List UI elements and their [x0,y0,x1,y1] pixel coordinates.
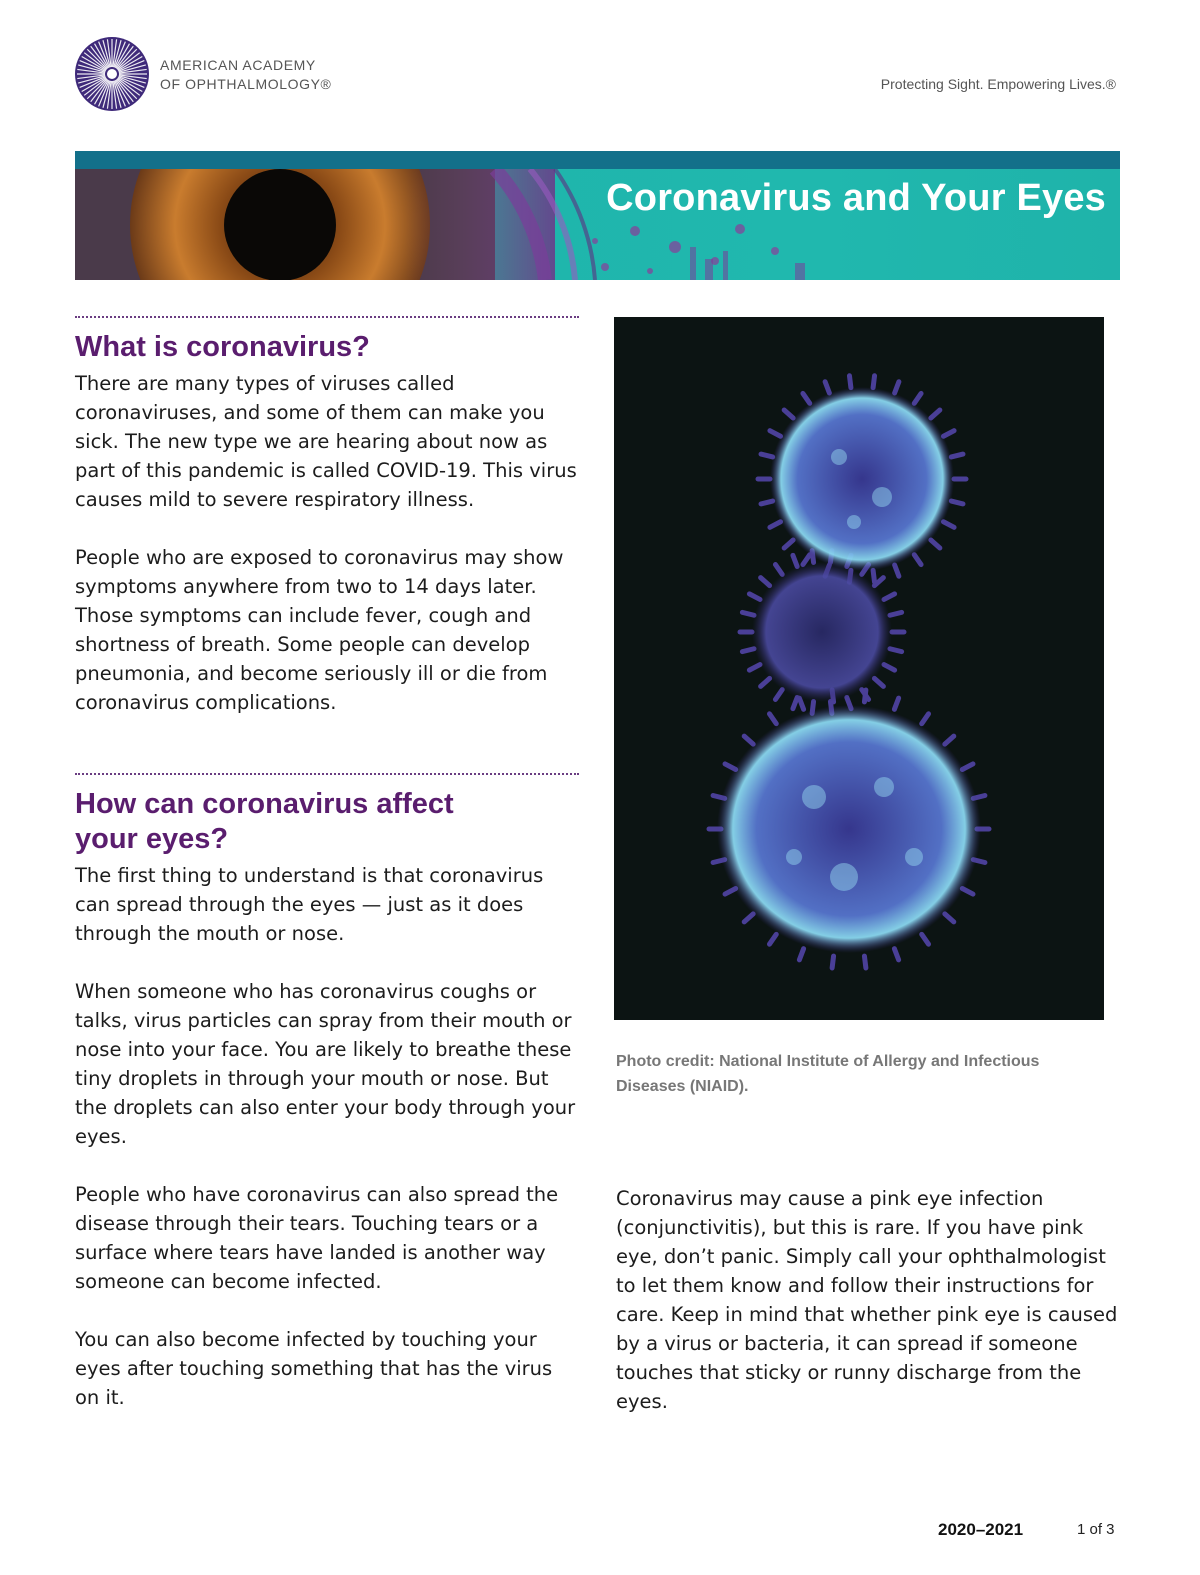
photo-credit: Photo credit: National Institute of Allergy and Infectious Diseases (NIAID). [616,1053,1040,1095]
page-title: Coronavirus and Your Eyes [606,177,1106,219]
coronavirus-micrograph [614,317,1104,1020]
paragraph: When someone who has coronavirus coughs or talks, virus particles can spray from their mouth or nose into your face. You are likely to breathe these tiny droplets in through your mouth or nose. But the droplets can also enter your body through your eyes. [75,980,576,1148]
organization-name [160,56,331,94]
paragraph: People who have coronavirus can also spread the disease through their tears. Touching tears or a surface where tears have landed is another way someone can become infected. [75,1183,559,1293]
paragraph: The first thing to understand is that coronavirus can spread through the eyes — just as it does through the mouth or nose. [75,864,544,945]
left-column [75,316,579,1412]
section-heading-affect-eyes: How can coronavirus affect your eyes? [75,788,454,855]
paragraph: There are many types of viruses called coronaviruses, and some of them can make you sick. The new type we are hearing about now as part of this pandemic is called COVID-19. This virus causes mild to severe respiratory illness. [75,372,577,511]
sunburst-logo-icon [74,36,150,112]
paragraph: You can also become infected by touching your eyes after touching something that has the virus on it. [75,1328,553,1409]
section-divider [75,773,579,775]
paragraph: Coronavirus may cause a pink eye infection (conjunctivitis), but this is rare. If you have pink eye, don’t panic. Simply call your ophthalmologist to let them know and follow their instructions for care. Keep in mind that whether pink eye is caused by a virus or bacteria, it can spread if someone touches that sticky or runny discharge from the eyes. [616,1187,1118,1413]
tagline: Protecting Sight. Empowering Lives.® [880,76,1116,92]
org-name-line2: OF OPHTHALMOLOGY® [160,76,332,92]
footer-year: 2020–2021 [938,1520,1024,1539]
right-column [616,1184,1120,1416]
org-name-line1: AMERICAN ACADEMY [160,57,316,73]
section-heading-what-is: What is coronavirus? [75,331,370,363]
page-number: 1 of 3 [1077,1521,1115,1538]
section-divider [75,316,579,318]
paragraph: People who are exposed to coronavirus may show symptoms anywhere from two to 14 days later. Those symptoms can include fever, cough and shortness of breath. Some people can develop pneumonia, and become seriously ill or die from coronavirus complications. [75,546,564,714]
title-banner [75,151,1120,280]
